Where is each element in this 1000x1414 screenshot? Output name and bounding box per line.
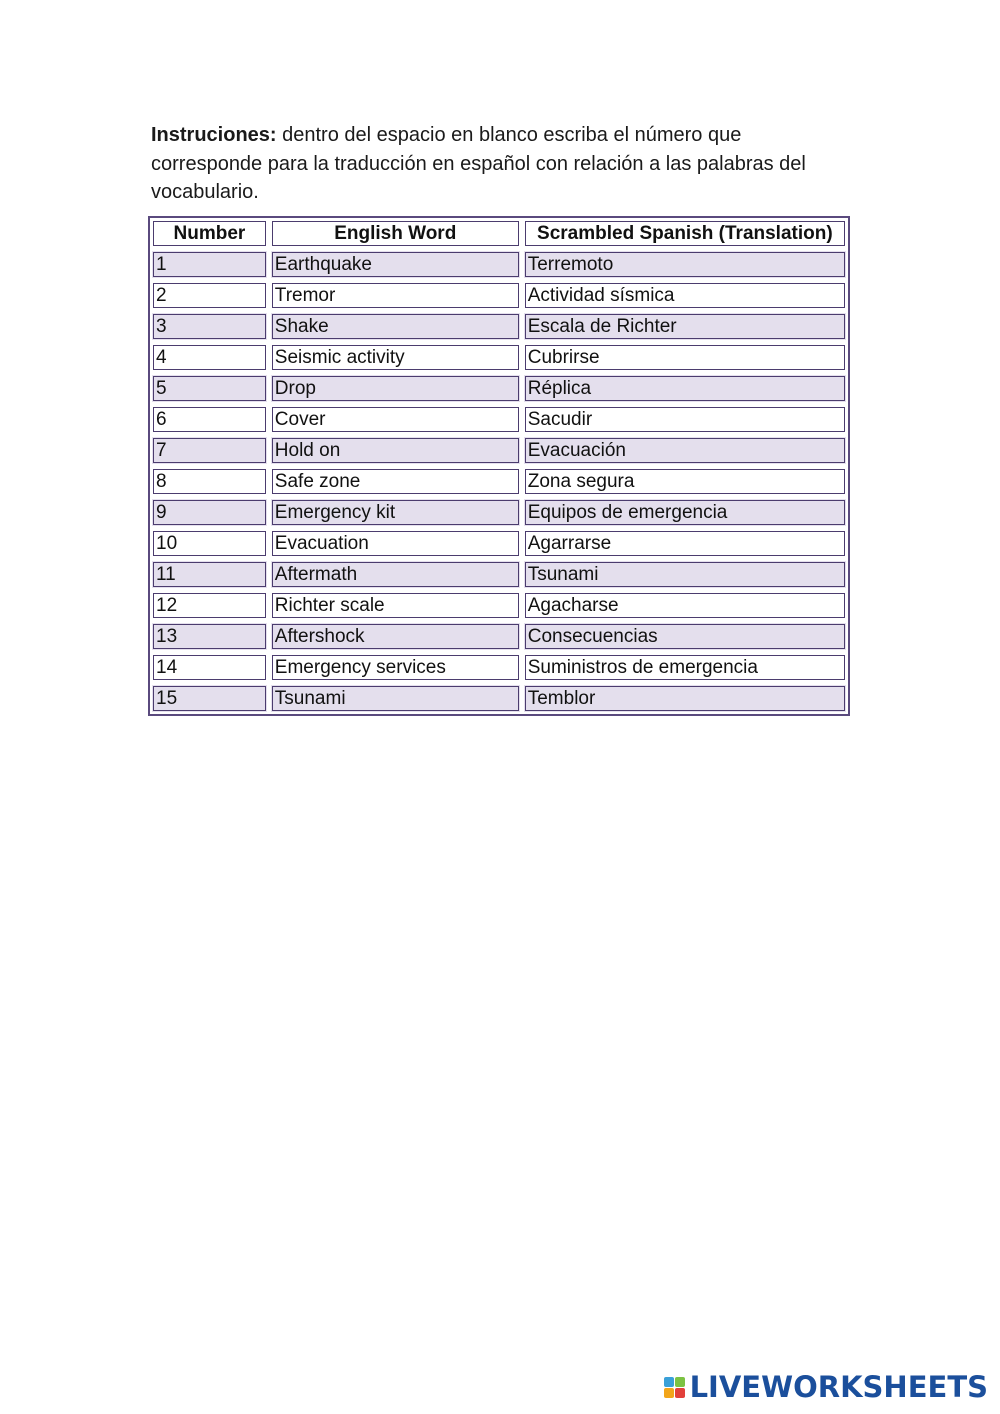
cell-number: 13 bbox=[150, 621, 269, 652]
logo-square-2 bbox=[675, 1377, 685, 1387]
cell-spanish-translation: Temblor bbox=[522, 683, 848, 714]
logo-text: LIVEWORKSHEETS bbox=[689, 1370, 988, 1404]
cell-number: 12 bbox=[150, 590, 269, 621]
cell-english-word: Safe zone bbox=[269, 466, 522, 497]
cell-english-word: Evacuation bbox=[269, 528, 522, 559]
cell-spanish-translation: Cubrirse bbox=[522, 342, 848, 373]
table-header-row bbox=[150, 218, 848, 249]
instructions bbox=[151, 121, 851, 207]
cell-spanish-translation: Tsunami bbox=[522, 559, 848, 590]
cell-spanish-translation: Consecuencias bbox=[522, 621, 848, 652]
cell-spanish-translation: Suministros de emergencia bbox=[522, 652, 848, 683]
cell-english-word: Emergency kit bbox=[269, 497, 522, 528]
table-row bbox=[150, 342, 848, 373]
cell-english-word: Tremor bbox=[269, 280, 522, 311]
cell-number: 3 bbox=[150, 311, 269, 342]
logo-mark-icon bbox=[664, 1377, 685, 1398]
cell-number: 10 bbox=[150, 528, 269, 559]
cell-number: 8 bbox=[150, 466, 269, 497]
logo-square-1 bbox=[664, 1377, 674, 1387]
cell-english-word: Shake bbox=[269, 311, 522, 342]
header-number: Number bbox=[150, 218, 269, 249]
cell-english-word: Seismic activity bbox=[269, 342, 522, 373]
table-row bbox=[150, 373, 848, 404]
table-row bbox=[150, 497, 848, 528]
table-row bbox=[150, 683, 848, 714]
table-row bbox=[150, 621, 848, 652]
cell-spanish-translation: Escala de Richter bbox=[522, 311, 848, 342]
cell-english-word: Emergency services bbox=[269, 652, 522, 683]
table-row bbox=[150, 590, 848, 621]
cell-spanish-translation: Terremoto bbox=[522, 249, 848, 280]
table-body bbox=[150, 249, 848, 714]
table-row bbox=[150, 652, 848, 683]
table-row bbox=[150, 404, 848, 435]
table-row bbox=[150, 249, 848, 280]
cell-number: 11 bbox=[150, 559, 269, 590]
cell-english-word: Richter scale bbox=[269, 590, 522, 621]
logo-square-3 bbox=[664, 1388, 674, 1398]
vocabulary-table bbox=[148, 216, 850, 716]
cell-number: 9 bbox=[150, 497, 269, 528]
cell-spanish-translation: Sacudir bbox=[522, 404, 848, 435]
instructions-label: Instruciones: bbox=[151, 124, 277, 146]
cell-english-word: Drop bbox=[269, 373, 522, 404]
cell-number: 14 bbox=[150, 652, 269, 683]
cell-english-word: Earthquake bbox=[269, 249, 522, 280]
cell-spanish-translation: Agacharse bbox=[522, 590, 848, 621]
liveworksheets-logo bbox=[664, 1370, 988, 1404]
cell-number: 15 bbox=[150, 683, 269, 714]
table-row bbox=[150, 280, 848, 311]
cell-number: 5 bbox=[150, 373, 269, 404]
cell-spanish-translation: Zona segura bbox=[522, 466, 848, 497]
cell-number: 4 bbox=[150, 342, 269, 373]
cell-spanish-translation: Evacuación bbox=[522, 435, 848, 466]
table-row bbox=[150, 466, 848, 497]
table-row bbox=[150, 311, 848, 342]
instructions-text: dentro del espacio en blanco escriba el número que corresponde para la traducción en español con relación a las palabras del vocabulario. bbox=[151, 124, 806, 203]
cell-english-word: Cover bbox=[269, 404, 522, 435]
cell-english-word: Aftershock bbox=[269, 621, 522, 652]
cell-number: 6 bbox=[150, 404, 269, 435]
header-english-word: English Word bbox=[269, 218, 522, 249]
cell-spanish-translation: Réplica bbox=[522, 373, 848, 404]
table-row bbox=[150, 528, 848, 559]
cell-number: 1 bbox=[150, 249, 269, 280]
cell-english-word: Tsunami bbox=[269, 683, 522, 714]
table-row bbox=[150, 559, 848, 590]
table-row bbox=[150, 435, 848, 466]
header-spanish-translation: Scrambled Spanish (Translation) bbox=[522, 218, 848, 249]
cell-spanish-translation: Equipos de emergencia bbox=[522, 497, 848, 528]
cell-number: 2 bbox=[150, 280, 269, 311]
cell-english-word: Hold on bbox=[269, 435, 522, 466]
cell-spanish-translation: Actividad sísmica bbox=[522, 280, 848, 311]
cell-spanish-translation: Agarrarse bbox=[522, 528, 848, 559]
logo-square-4 bbox=[675, 1388, 685, 1398]
cell-english-word: Aftermath bbox=[269, 559, 522, 590]
cell-number: 7 bbox=[150, 435, 269, 466]
